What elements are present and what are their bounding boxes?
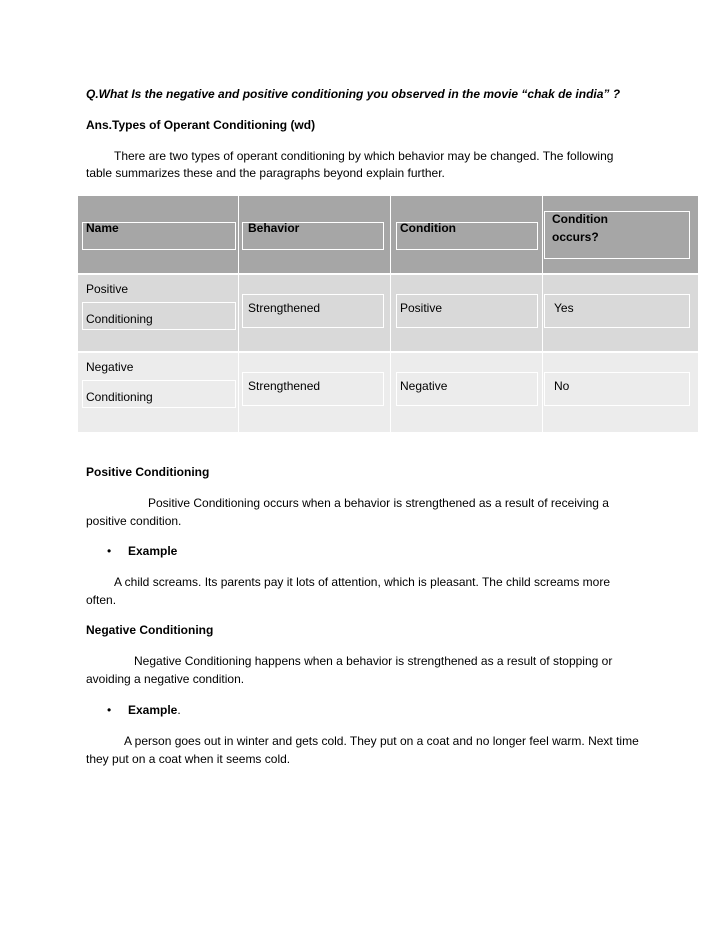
conditioning-table [78,196,698,434]
header-condition: Condition [400,221,456,235]
intro-line-2: table summarizes these and the paragraphs beyond explain further. [86,166,445,180]
positive-line-1: Positive Conditioning occurs when a behavior is strengthened as a result of receiving a [148,496,609,510]
negative-example-line-2: they put on a coat when it seems cold. [86,752,291,766]
row-name-line-1: Positive [86,282,129,296]
header-name: Name [86,221,119,235]
row-occurs: No [554,379,570,393]
positive-example-line-1: A child screams. Its parents pay it lots of attention, which is pleasant. The child screams more [114,575,611,589]
negative-line-1: Negative Conditioning happens when a behavior is strengthened as a result of stopping or [134,654,613,668]
negative-example-label-wrap [128,703,181,718]
positive-heading: Positive Conditioning [86,465,210,479]
table-header-row [78,196,698,274]
positive-example-label: Example [128,544,178,558]
negative-heading: Negative Conditioning [86,623,214,637]
table-divider [238,196,239,432]
row-condition: Negative [400,379,448,393]
row-name-line-2: Conditioning [86,312,153,326]
header-occurs-line-1: Condition [552,212,608,226]
header-behavior: Behavior [248,221,300,235]
table-row [78,274,698,352]
answer-heading: Ans.Types of Operant Conditioning (wd) [86,118,316,132]
row-condition: Positive [400,301,443,315]
bullet-icon: • [107,544,112,558]
row-name-line-2: Conditioning [86,390,153,404]
table-divider [390,196,391,432]
row-behavior: Strengthened [248,379,321,393]
header-occurs-line-2: occurs? [552,230,599,244]
row-behavior: Strengthened [248,301,321,315]
intro-line-1: There are two types of operant conditioning by which behavior may be changed. The following [114,149,614,163]
row-occurs: Yes [554,301,574,315]
bullet-icon: • [107,703,112,717]
positive-line-2: positive condition. [86,514,182,528]
table-divider [542,196,543,432]
table-row [78,352,698,432]
negative-line-2: avoiding a negative condition. [86,672,245,686]
negative-example-label: Example [128,703,178,717]
table-divider [78,273,698,275]
positive-example-line-2: often. [86,593,117,607]
question-text: Q.What Is the negative and positive conditioning you observed in the movie “chak de india” ? [86,87,621,101]
row-name-line-1: Negative [86,360,134,374]
table-divider [78,351,698,353]
negative-example-period: . [177,703,181,717]
negative-example-line-1: A person goes out in winter and gets cold. They put on a coat and no longer feel warm. Next time [124,734,639,748]
